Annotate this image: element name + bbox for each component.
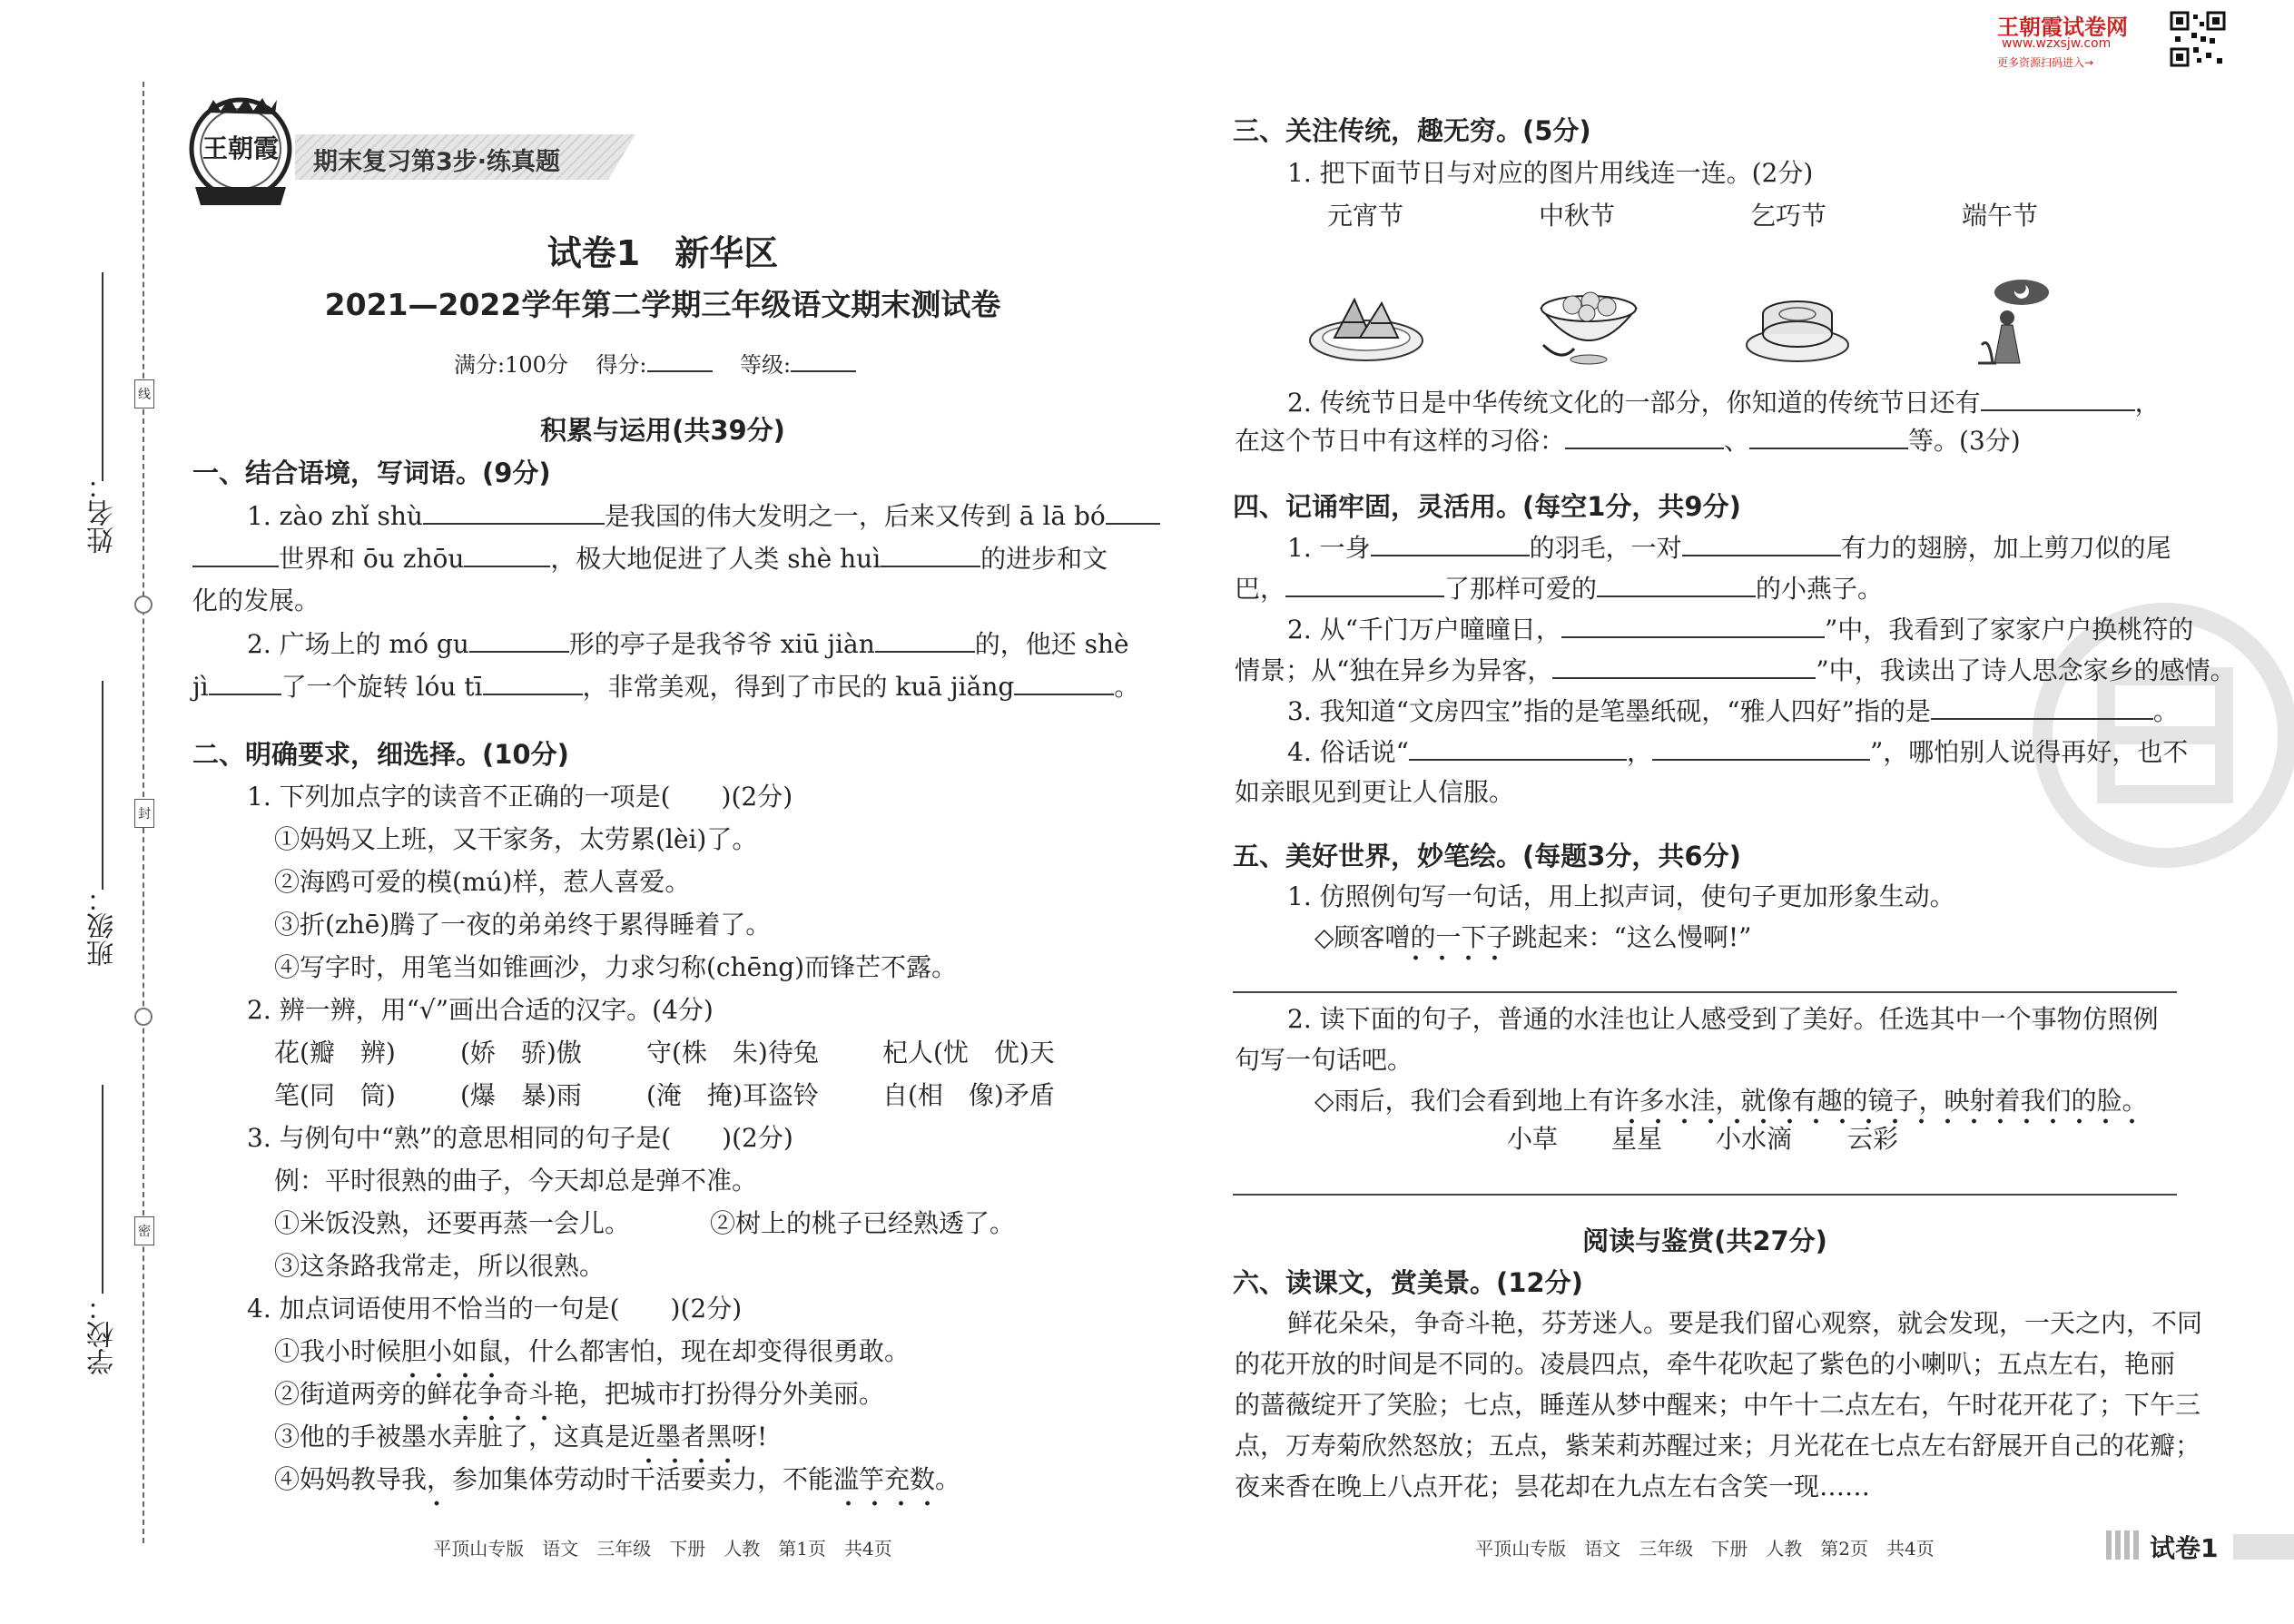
part1-title: 积累与运用(共39分) <box>540 415 785 446</box>
passage-line: 的蔷薇绽开了笑脸；七点，睡莲从梦中醒来；中午十二点左右，午时花开花了；下午三 <box>1235 1390 2201 1420</box>
q2-1: 1. 下列加点字的读音不正确的一项是( )(2分) <box>247 782 793 812</box>
festival-qiqiao[interactable]: 乞巧节 <box>1750 201 1827 231</box>
q4-1-line2 <box>1235 572 1883 605</box>
emphasis-dots <box>452 1415 557 1421</box>
q5-2-line2: 句写一句话吧。 <box>1235 1045 1413 1075</box>
passage-line: 点，万寿菊欣然怒放；五点，紫茉莉苏醒过来；月光花在七点左右舒展开自己的花瓣； <box>1235 1431 2201 1461</box>
q1-1-line2 <box>192 542 1108 576</box>
q-text: 形的亭子是我爷爷 xiū jiàn <box>568 629 875 659</box>
option-stars[interactable]: 星星 <box>1611 1124 1663 1154</box>
option-clouds[interactable]: 云彩 <box>1847 1124 1899 1154</box>
q-text: 2. 广场上的 mó gu <box>247 629 469 659</box>
emphasis-dots <box>399 1373 505 1378</box>
school-field[interactable] <box>102 1085 103 1294</box>
q-text: 2. 传统节日是中华传统文化的一部分，你知道的传统节日还有 <box>1287 388 1981 418</box>
q-text: 3. 我知道“文房四宝”指的是笔墨纸砚，“雅人四好”指的是 <box>1287 696 1931 726</box>
option-grass[interactable]: 小草 <box>1507 1124 1559 1154</box>
q2-3: 3. 与例句中“熟”的意思相同的句子是( )(2分) <box>247 1123 793 1153</box>
passage-line: 夜来香在晚上八点开花；昙花却在九点左右含笑一现…… <box>1235 1471 1871 1501</box>
q-text: ， <box>2134 388 2161 418</box>
q2-1-option-a: ①妈妈又上班，又干家务，太劳累(lèi)了。 <box>274 824 758 854</box>
q-text: 的羽毛，一对 <box>1529 533 1682 563</box>
answer-blank[interactable] <box>209 670 281 695</box>
school-label: 学校： <box>87 1294 119 1375</box>
section-4-title: 四、记诵牢固，灵活用。(每空1分，共9分) <box>1233 491 1741 522</box>
emphasis-dots <box>835 1501 940 1506</box>
brand-logo <box>186 93 295 211</box>
q5-1: 1. 仿照例句写一句话，用上拟声词，使句子更加形象生动。 <box>1287 881 1955 911</box>
q-text: 2. 从“千门万户曈曈日， <box>1287 615 1561 645</box>
q5-1-example: ◇顾客噌的一下子跳起来：“这么慢啊!” <box>1314 922 1752 952</box>
emphasis-dots <box>1403 955 1508 960</box>
answer-blank[interactable] <box>464 542 550 567</box>
qr-code-icon[interactable] <box>2170 11 2226 67</box>
q5-2-line1: 2. 读下面的句子，普通的水洼也让人感受到了美好。任选其中一个事物仿照例 <box>1287 1004 2159 1034</box>
q2-1-option-b: ②海鸥可爱的模(mú)样，惹人喜爱。 <box>274 867 691 897</box>
watermark-brand: 王朝霞试卷网 <box>1997 15 2128 40</box>
q-text: 在这个节日中有这样的习俗： <box>1235 426 1566 456</box>
q3-2-line2 <box>1235 424 2021 458</box>
answer-blank[interactable] <box>469 627 569 653</box>
corner-tab-bar <box>2233 1534 2294 1560</box>
q2-2-row2 <box>274 1079 1055 1112</box>
q-text: 是我国的伟大发明之一，后来又传到 ā lā bó <box>604 501 1106 531</box>
q-text: 了那样可爱的 <box>1444 574 1598 604</box>
char-choice[interactable]: 自(相 像)矛盾 <box>882 1080 1055 1110</box>
q-text: 等。(3分) <box>1908 426 2021 456</box>
answer-blank[interactable] <box>1981 386 2135 411</box>
answer-line[interactable] <box>1233 1194 2177 1196</box>
corner-tab-stripes <box>2106 1530 2142 1560</box>
q-text: 的进步和文 <box>980 544 1108 574</box>
festival-zhongqiu[interactable]: 中秋节 <box>1539 201 1616 231</box>
binding-circle <box>134 595 153 614</box>
seal-mark-seal: 封 <box>134 799 154 828</box>
answer-blank[interactable] <box>1682 531 1841 556</box>
q-text: ，非常美观，得到了市民的 kuā jiǎng <box>582 672 1015 702</box>
q5-2-options <box>1507 1123 1898 1156</box>
q-text: jì <box>192 672 209 702</box>
q2-4-option-b: ②街道两旁的鲜花争奇斗艳，把城市打扮得分外美丽。 <box>274 1379 885 1409</box>
q-text: 的，他还 shè <box>974 629 1129 659</box>
char-choice[interactable]: 笔(同 筒) <box>274 1080 396 1110</box>
q-text: 。 <box>2152 696 2179 726</box>
tangyuan-bowl-icon[interactable] <box>1534 272 1643 372</box>
q3-2-line1 <box>1287 386 2161 419</box>
answer-blank[interactable] <box>1565 424 1724 449</box>
answer-blank[interactable] <box>483 670 583 695</box>
grade-label: 等级: <box>740 352 792 378</box>
q-text: ，极大地促进了人类 shè huì <box>550 544 881 574</box>
q-text: 的小燕子。 <box>1756 574 1884 604</box>
answer-blank[interactable] <box>1409 735 1627 761</box>
exam-subtitle: 2021—2022学年第二学期三年级语文期末测试卷 <box>324 287 1001 322</box>
q-text: 世界和 ōu zhōu <box>279 544 465 574</box>
answer-blank[interactable] <box>192 542 279 567</box>
answer-blank[interactable] <box>1014 670 1114 695</box>
section-2-title: 二、明确要求，细选择。(10分) <box>192 739 569 770</box>
q-text: 1. zào zhǐ shù <box>247 501 423 531</box>
passage-line: 鲜花朵朵，争奇斗艳，芬芳迷人。要是我们留心观察，就会发现，一天之内，不同 <box>1287 1308 2203 1338</box>
watermark-seal-icon <box>2020 599 2294 871</box>
name-label: 姓名： <box>87 472 119 554</box>
answer-blank[interactable] <box>1552 654 1816 679</box>
q-text: 。 <box>1114 672 1140 702</box>
seal-mark-line: 线 <box>134 379 154 408</box>
section-6-title: 六、读课文，赏美景。(12分) <box>1233 1267 1583 1298</box>
q4-4-line2: 如亲眼见到更让人信服。 <box>1235 777 1515 807</box>
corner-label: 试卷1 <box>2150 1533 2219 1563</box>
score-field[interactable] <box>647 347 713 372</box>
q-text: ”中，我看到了家家户户换桃符的 <box>1824 615 2194 645</box>
q2-4-option-c: ③他的手被墨水弄脏了，这真是近墨者黑呀! <box>274 1422 768 1452</box>
q-text: ”，哪怕别人说得再好，也不 <box>1869 737 2189 767</box>
q2-4-option-a: ①我小时候胆小如鼠，什么都害怕，现在却变得很勇敢。 <box>274 1336 911 1366</box>
char-choice[interactable]: (娇 骄)傲 <box>460 1038 582 1068</box>
q2-2-row1 <box>274 1037 1055 1069</box>
q1-1-line3: 化的发展。 <box>192 586 320 615</box>
option-a: ①米饭没熟，还要再蒸一会儿。 <box>274 1208 631 1238</box>
emphasis-dots <box>424 1501 448 1506</box>
q3-1: 1. 把下面节日与对应的图片用线连一连。(2分) <box>1287 158 1814 188</box>
q-text: 、 <box>1724 426 1750 456</box>
answer-blank[interactable] <box>1561 613 1825 638</box>
char-choice[interactable]: 杞人(忧 优)天 <box>882 1038 1055 1068</box>
char-choice[interactable]: (爆 暴)雨 <box>460 1080 582 1110</box>
answer-blank[interactable] <box>1652 735 1870 761</box>
score-label: 得分: <box>596 352 647 378</box>
step-badge-text: 期末复习第3步·练真题 <box>313 148 561 176</box>
q1-2-line1 <box>247 627 1129 661</box>
left-footer: 平顶山专版 语文 三年级 下册 人教 第1页 共4页 <box>433 1538 892 1560</box>
festival-yuanxiao[interactable]: 元宵节 <box>1327 201 1404 231</box>
class-label: 班级： <box>87 885 119 967</box>
q2-3-example: 例：平时很熟的曲子，今天却总是弹不准。 <box>274 1166 758 1196</box>
char-choice[interactable]: (淹 掩)耳盗铃 <box>646 1080 819 1110</box>
option-b: ②树上的桃子已经熟透了。 <box>710 1208 1016 1238</box>
char-choice[interactable]: 花(瓣 辨) <box>274 1038 396 1068</box>
answer-blank[interactable] <box>1597 572 1756 597</box>
seal-mark-secret: 密 <box>134 1216 154 1245</box>
q-text: 有力的翅膀，加上剪刀似的尾 <box>1840 533 2171 563</box>
answer-blank[interactable] <box>1285 572 1444 597</box>
answer-blank[interactable] <box>881 542 980 567</box>
logo-text: 王朝霞 <box>202 133 280 163</box>
watermark-tip: 更多资源扫码进入→ <box>1997 56 2094 69</box>
answer-blank[interactable] <box>1106 499 1160 525</box>
q-text: 1. 一身 <box>1287 533 1371 563</box>
grade-field[interactable] <box>791 347 856 372</box>
weaver-girl-icon[interactable] <box>1974 272 2056 372</box>
exam-title: 试卷1 新华区 <box>546 233 779 273</box>
q-text: ”中，我读出了诗人思念家乡的感情。 <box>1816 655 2236 685</box>
q-text: 巴， <box>1235 574 1286 604</box>
q1-1-line1 <box>247 499 1160 533</box>
q-text: ， <box>1626 737 1652 767</box>
zongzi-plate-icon[interactable] <box>1307 281 1425 368</box>
festival-names <box>1327 200 2038 232</box>
q2-3-option-c: ③这条路我常走，所以很熟。 <box>274 1251 605 1281</box>
q2-1-option-d: ④写字时，用笔当如锥画沙，力求匀称(chēng)而锋芒不露。 <box>274 952 958 982</box>
answer-blank[interactable] <box>423 499 605 525</box>
q2-4-option-d: ④妈妈教导我，参加集体劳动时干活要卖力，不能滥竽充数。 <box>274 1464 961 1494</box>
char-choice[interactable]: 守(株 朱)待兔 <box>646 1038 819 1068</box>
part2-title: 阅读与鉴赏(共27分) <box>1582 1225 1827 1256</box>
option-droplet[interactable]: 小水滴 <box>1716 1124 1793 1154</box>
emphasis-dots <box>635 1458 741 1463</box>
right-footer: 平顶山专版 语文 三年级 下册 人教 第2页 共4页 <box>1475 1538 1935 1560</box>
q2-2: 2. 辨一辨，用“√”画出合适的汉字。(4分) <box>247 995 714 1025</box>
passage-line: 的花开放的时间是不同的。凌晨四点，牵牛花吹起了紫色的小喇叭；五点左右，艳丽 <box>1235 1349 2176 1379</box>
watermark-url: www.wzxsjw.com <box>2002 36 2112 51</box>
mooncakes-icon[interactable] <box>1743 281 1852 368</box>
score-meta <box>454 347 856 381</box>
section-3-title: 三、关注传统，趣无穷。(5分) <box>1233 115 1591 146</box>
binding-circle <box>134 1008 153 1026</box>
class-field[interactable] <box>102 681 103 890</box>
name-field[interactable] <box>102 272 103 481</box>
q2-1-option-c: ③折(zhē)腾了一夜的弟弟终于累得睡着了。 <box>274 910 772 940</box>
q-text: 4. 俗话说“ <box>1287 737 1409 767</box>
q-text: 情景；从“独在异乡为异客， <box>1235 655 1553 685</box>
answer-blank[interactable] <box>1749 424 1908 449</box>
full-score: 满分:100分 <box>454 352 568 378</box>
q-text: 了一个旋转 lóu tī <box>281 672 483 702</box>
answer-blank[interactable] <box>875 627 975 653</box>
q2-4: 4. 加点词语使用不恰当的一句是( )(2分) <box>247 1294 743 1324</box>
festival-duanwu[interactable]: 端午节 <box>1962 201 2039 231</box>
section-5-title: 五、美好世界，妙笔绘。(每题3分，共6分) <box>1233 841 1741 871</box>
q1-2-line2 <box>192 670 1139 704</box>
answer-blank[interactable] <box>1371 531 1530 556</box>
q2-3-options <box>274 1207 1015 1240</box>
q4-1-line1 <box>1287 531 2171 565</box>
q5-2-example: ◇雨后，我们会看到地上有许多水洼，就像有趣的镜子，映射着我们的脸。 <box>1314 1086 2148 1116</box>
answer-line[interactable] <box>1233 991 2177 993</box>
section-1-title: 一、结合语境，写词语。(9分) <box>192 458 551 488</box>
